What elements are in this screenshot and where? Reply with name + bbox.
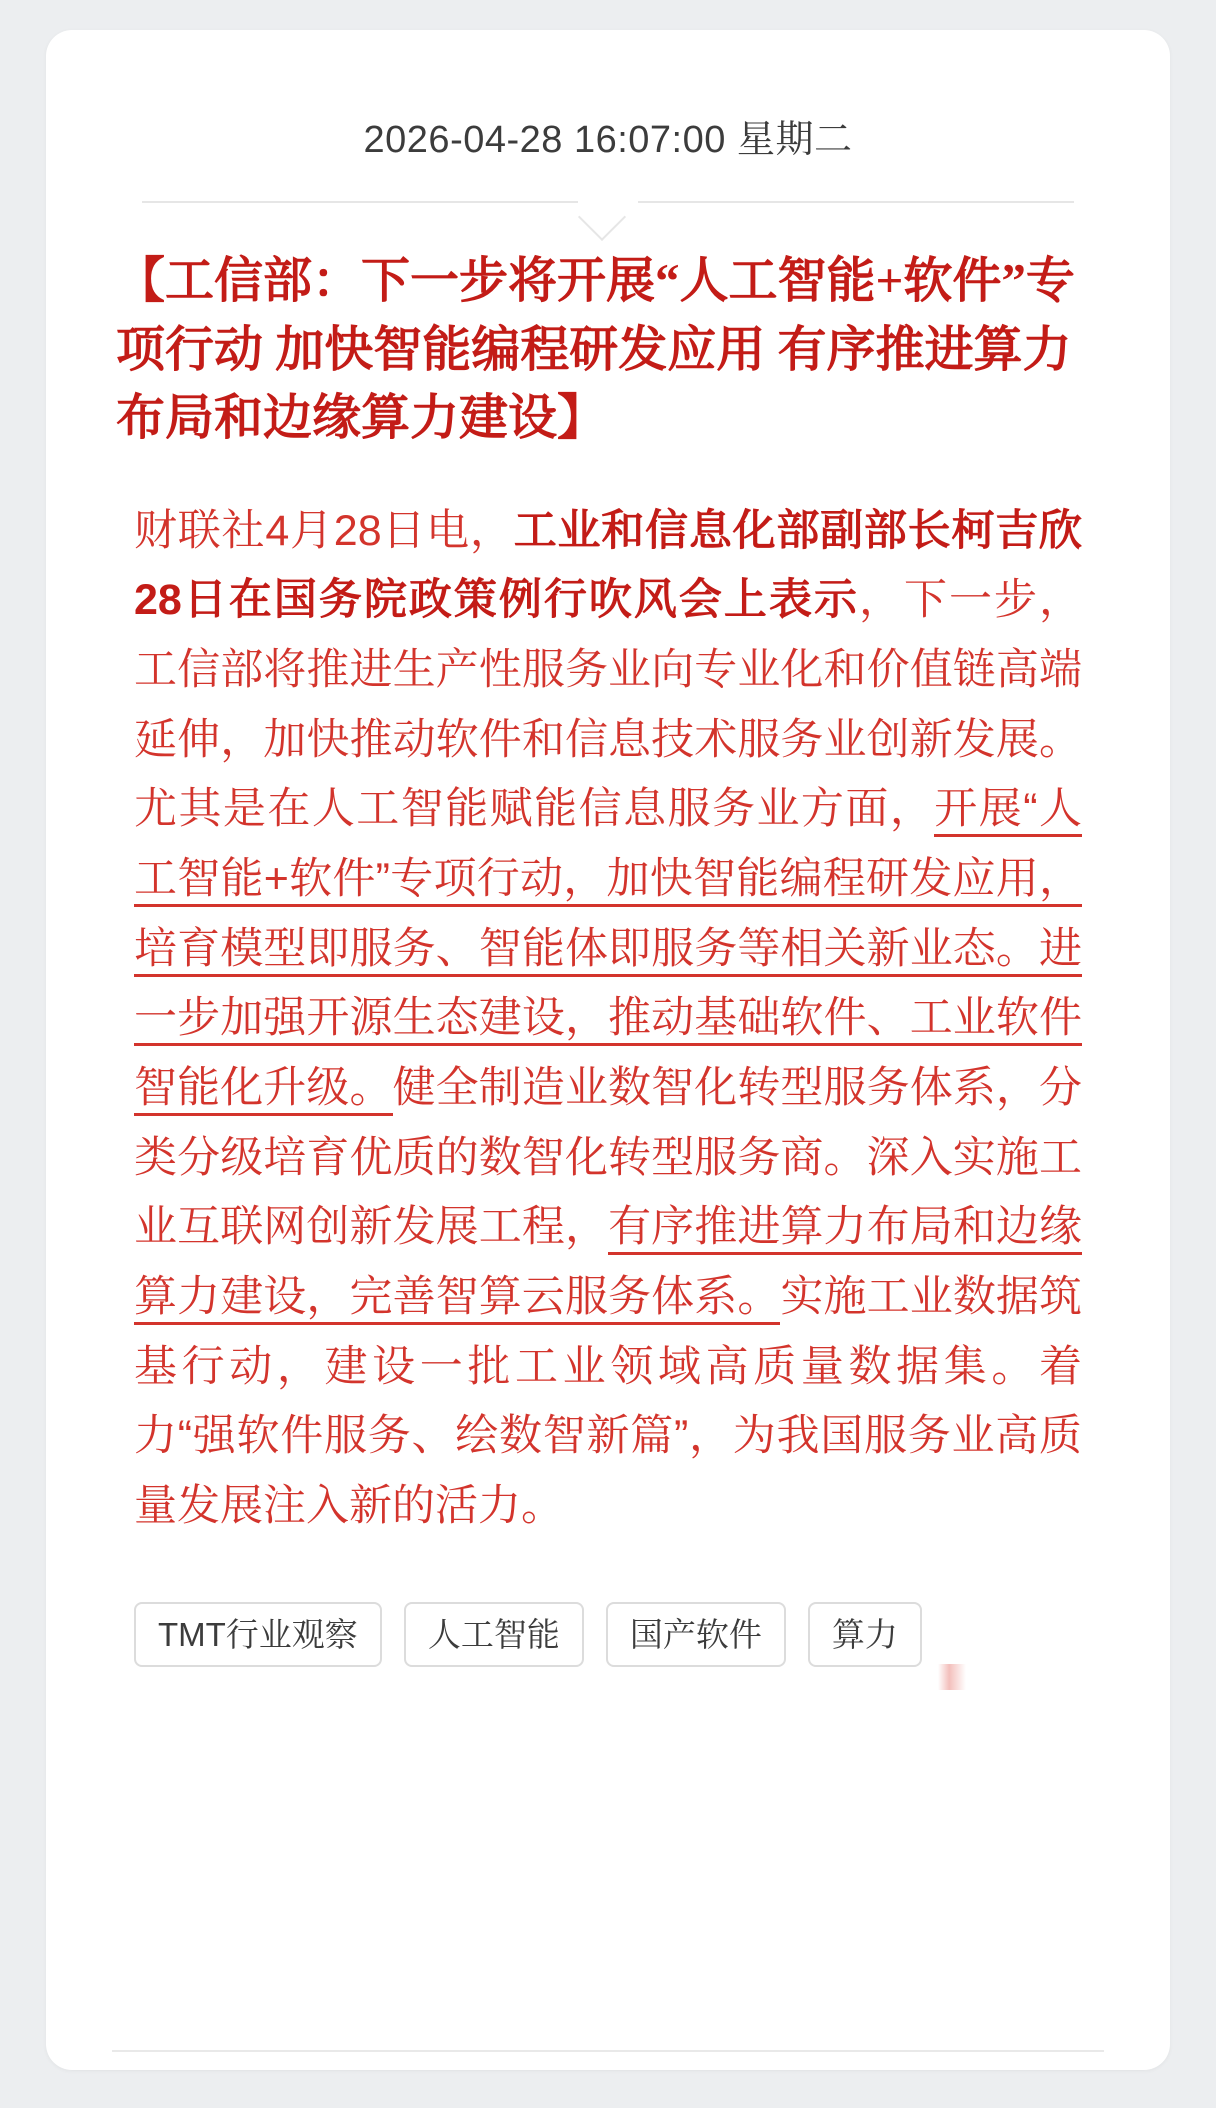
image-artifact	[938, 1664, 966, 1690]
article-part-2: 健全制造业数智化转型服务体系，分类分级培育优质的数智化转型服务商。深入实施工业互联网创新发展工程，	[134, 1064, 1083, 1252]
tag-item[interactable]: TMT行业观察	[134, 1602, 382, 1667]
tag-item[interactable]: 算力	[808, 1602, 922, 1667]
tag-item[interactable]: 人工智能	[404, 1602, 584, 1667]
tag-list	[134, 1602, 1170, 1667]
divider-notch-icon	[581, 200, 635, 227]
divider	[46, 201, 1170, 229]
publish-timestamp: 2026-04-28 16:07:00 星期二	[363, 119, 853, 161]
article-underline-2: 有序推进算力布局和边缘算力建设，完善智算云服务体系。	[134, 1203, 1082, 1325]
bottom-divider	[112, 2050, 1104, 2052]
news-card	[46, 30, 1170, 2070]
article-underline-1: 开展“人工智能+软件”专项行动，加快智能编程研发应用，培育模型即服务、智能体即服务等相关新业态。进一步加强开源生态建设，推动基础软件、工业软件智能化升级。	[134, 785, 1082, 1116]
article-body	[134, 497, 1082, 1542]
article-part-3: 实施工业数据筑基行动，建设一批工业领域高质量数据集。着力“强软件服务、绘数智新篇”，为我国服务业高质量发展注入新的活力。	[134, 1273, 1083, 1530]
tag-item[interactable]: 国产软件	[606, 1602, 786, 1667]
article-lead: 财联社4月28日电，	[134, 506, 514, 555]
article-part-1: ，下一步，工信部将推进生产性服务业向专业化和价值链高端延伸，加快推动软件和信息技术服务业创新发展。尤其是在人工智能赋能信息服务业方面，	[134, 576, 1082, 834]
headline: 【工信部：下一步将开展“人工智能+软件”专项行动 加快智能编程研发应用 有序推进算力布局和边缘算力建设】	[116, 253, 1075, 446]
article-bold-lead: 工业和信息化部副部长柯吉欣28日在国务院政策例行吹风会上表示	[134, 506, 1083, 625]
divider-notch-mask	[578, 199, 638, 203]
